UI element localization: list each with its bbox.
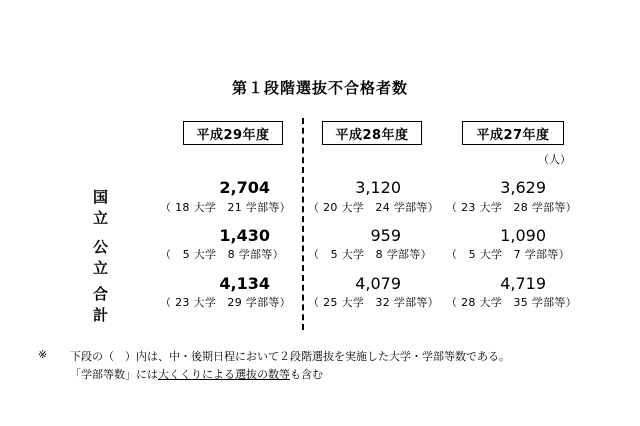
note-line-2-suffix: も含む: [290, 368, 323, 381]
value-total: 4,719: [500, 274, 546, 293]
note-line-2-prefix: 「学部等数」には: [70, 368, 158, 381]
year-header-h27: 平成27年度: [462, 121, 564, 145]
column-divider: [302, 118, 304, 330]
value-detail: （ 18 大学 21 学部等）: [160, 201, 291, 214]
unit-label: （人）: [538, 153, 571, 166]
value-total: 2,704: [219, 178, 270, 197]
note-line-2: [70, 366, 323, 382]
value-total: 1,090: [500, 226, 546, 245]
value-detail: （ 5 大学 8 学部等）: [160, 248, 284, 261]
value-detail: （ 25 大学 32 学部等）: [308, 296, 439, 309]
value-detail: （ 23 大学 29 学部等）: [160, 296, 291, 309]
row-label-public: 公 立: [93, 238, 123, 277]
page-title: 第１段階選抜不合格者数: [231, 79, 408, 97]
value-total: 3,120: [355, 178, 401, 197]
value-total: 959: [370, 226, 401, 245]
value-detail: （ 5 大学 8 学部等）: [308, 248, 432, 261]
row-label-total: 合 計: [93, 285, 123, 324]
value-total: 1,430: [219, 226, 270, 245]
value-detail: （ 20 大学 24 学部等）: [308, 201, 439, 214]
year-header-h29: 平成29年度: [183, 121, 283, 145]
note-line-1: 下段の（ ）内は、中・後期日程において２段階選抜を実施した大学・学部等数である。: [70, 350, 510, 363]
year-header-h28: 平成28年度: [322, 121, 422, 145]
value-total: 4,079: [355, 274, 401, 293]
note-line-2-underlined: 大くくりによる選抜の数等: [158, 368, 290, 381]
note-mark: ※: [38, 348, 48, 361]
row-label-national: 国 立: [93, 188, 123, 227]
value-total: 3,629: [500, 178, 546, 197]
value-detail: （ 23 大学 28 学部等）: [446, 201, 577, 214]
value-total: 4,134: [219, 274, 270, 293]
value-detail: （ 5 大学 7 学部等）: [446, 248, 570, 261]
value-detail: （ 28 大学 35 学部等）: [446, 296, 577, 309]
